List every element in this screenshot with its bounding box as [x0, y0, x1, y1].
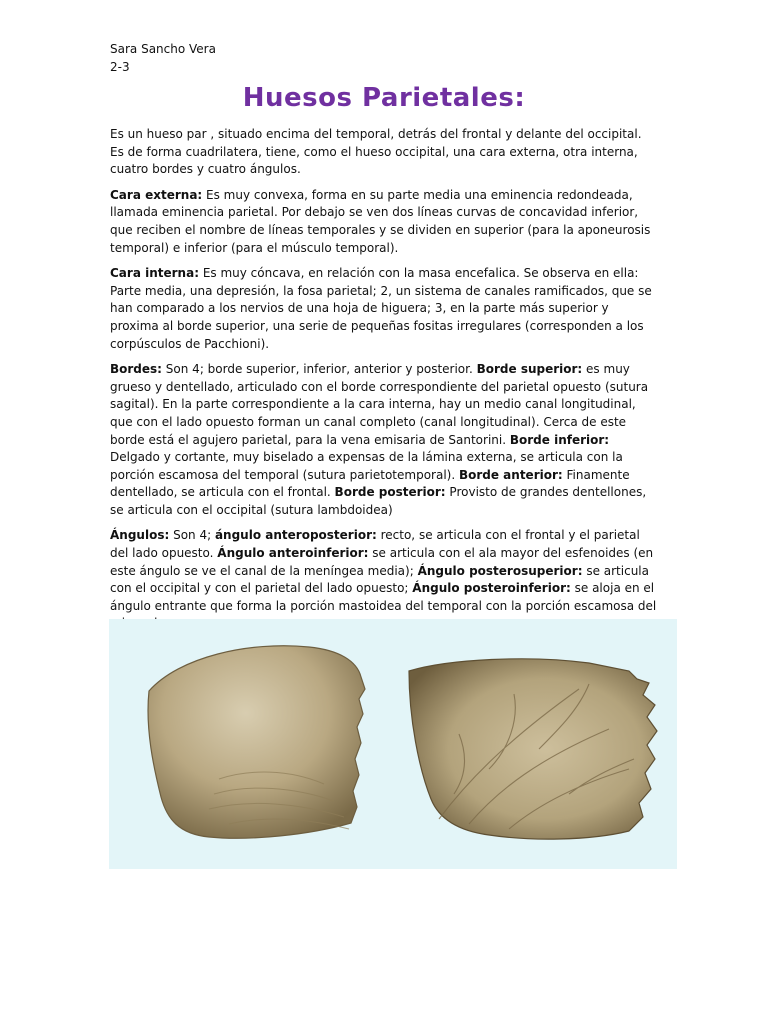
author-group: 2-3 — [110, 60, 130, 74]
external-face-bone-shape — [148, 646, 365, 838]
parietal-bones-figure — [109, 619, 677, 869]
paragraph-angulos — [110, 527, 658, 633]
parietal-bones-illustration — [109, 619, 677, 869]
text-angulo-posteroinferior: se aloja en el ángulo entrante que forma la porción mastoidea del temporal con la porción escamosa del — [110, 581, 657, 613]
label-angulo-anteroposterior: ángulo anteroposterior: — [214, 528, 377, 543]
label-angulos: Ángulos: — [110, 528, 170, 543]
paragraph-bordes — [110, 361, 658, 519]
label-borde-anterior: Borde anterior: — [458, 467, 563, 482]
paragraph-cara-externa — [110, 187, 658, 257]
label-borde-superior: Borde superior: — [476, 362, 583, 377]
label-cara-externa: Cara externa: — [110, 187, 203, 202]
text-angulo-anteroinferior: se articula con el ala mayor del esfenoides (en este ángulo se ve el canal de la meníngea media); — [110, 546, 654, 578]
text-cara-externa: Es muy convexa, forma en su parte media una eminencia redondeada, llamada eminencia parietal. Por debajo se ven dos líneas curvas de concavidad inferior, que reciben el nombre de líneas temporales y se dividen en superior (para la aponeurosis temporal) e inferior (para el músculo temporal). — [110, 187, 651, 255]
paragraph-intro: Es un hueso par , situado encima del temporal, detrás del frontal y delante del occipital. Es de forma cuadrilatera, tiene, como el hueso occipital, una cara externa, otra interna, cuatro bordes y cuatro ángulos. — [110, 127, 642, 177]
text-angulo-posterosuperior: se articula con el occipital y con el parietal del lado opuesto; — [110, 563, 649, 596]
label-angulo-anteroinferior: Ángulo anteroinferior: — [217, 546, 369, 561]
paragraph-cara-interna — [110, 265, 658, 353]
text-borde-posterior: Provisto de grandes dentellones, se articula con el occipital (sutura lambdoidea) — [110, 485, 647, 517]
page-title: Huesos Parietales: — [242, 83, 526, 113]
label-angulo-posterosuperior: Ángulo posterosuperior: — [417, 563, 583, 578]
label-bordes: Bordes: — [110, 362, 162, 377]
label-borde-posterior: Borde posterior: — [334, 485, 446, 500]
text-angulos: Son 4; — [169, 528, 215, 543]
text-bordes: Son 4; borde superior, inferior, anterior y posterior. — [161, 362, 477, 377]
label-borde-inferior: Borde inferior: — [509, 432, 610, 447]
label-angulo-posteroinferior: Ángulo posteroinferior: — [412, 581, 571, 596]
text-borde-superior: es muy grueso y dentellado, articulado con el borde correspondiente del parietal opuesto (sutura sagital). En la parte correspondiente a la cara interna, hay un medio canal longitudinal, que con el lado opuesto forman un canal completo (canal longitudinal). Cerca de este borde está el agujero parietal, para la vena emisaria de Santorini. — [110, 362, 649, 447]
document-body — [110, 40, 658, 641]
text-borde-inferior: Delgado y cortante, muy biselado a expensas de la lámina externa, se articula con la porción escamosa del temporal (sutura parietotemporal). — [110, 450, 623, 482]
author-name: Sara Sancho Vera — [110, 42, 216, 56]
text-cara-interna: Es muy cóncava, en relación con la masa encefalica. Se observa en ella: Parte media, una depresión, la fosa parietal; 2, un sistema de canales ramificados, que se han comparado a los nervios de una hoja de higuera; 3, en la parte más superior y proxima al borde superior, una serie de pequeñas fositas irregulares (corresponden a los corpúsculos de Pacchioni). — [110, 266, 652, 351]
text-borde-anterior: Finamente dentellado, se articula con el frontal. — [110, 467, 630, 500]
label-cara-interna: Cara interna: — [110, 266, 199, 281]
text-angulo-anteroposterior: recto, se articula con el frontal y el parietal del lado opuesto. — [110, 528, 640, 561]
